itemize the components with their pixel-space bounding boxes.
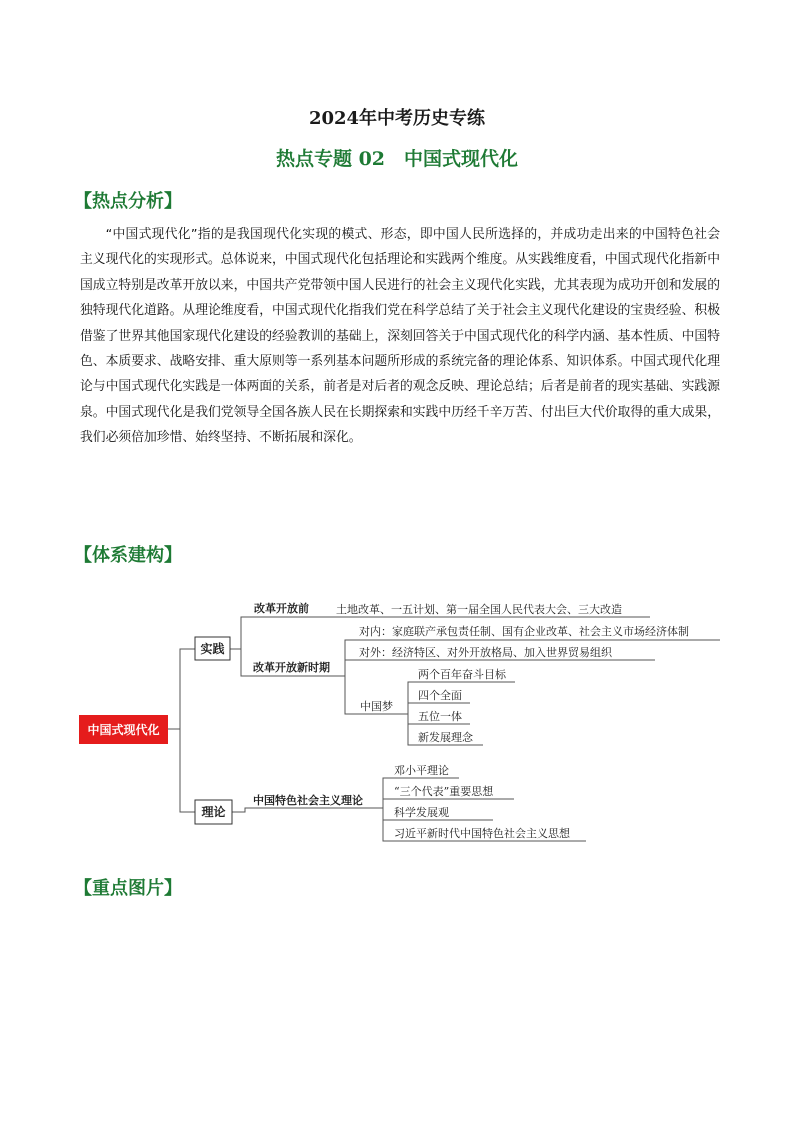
theory-item: 邓小平理论	[394, 764, 449, 777]
practice-label: 实践	[200, 642, 225, 656]
dream-item: 两个百年奋斗目标	[418, 668, 506, 681]
section-heading-analysis: 【热点分析】	[74, 191, 182, 212]
theory-label: 理论	[201, 805, 226, 819]
analysis-paragraph: “中国式现代化”指的是我国现代化实现的模式、形态，即中国人民所选择的，并成功走出来的中国特色社会主义现代化的实现形式。总体说来，中国式现代化包括理论和实践两个维度。从实践维度看，中国式现代化指新中国成立特别是改革开放以来，中国共产党带领中国人民进行的社会主义现代化实践，尤其表现为成功开创和发展的独特现代化道路。从理论维度看，中国式现代化指我们党在科学总结了关于社会主义现代化建设的宝贵经验、积极借鉴了世界其他国家现代化建设的经验教训的基础上，深刻回答关于中国式现代化的科学内涵、基本性质、中国特色、本质要求、战略安排、重大原则等一系列基本问题所形成的系统完备的理论体系、知识体系。中国式现代化理论与中国式现代化实践是一体两面的关系，前者是对后者的观念反映、理论总结；后者是前者的现实基础、实践源泉。中国式现代化是我们党领导全国各族人民在长期探索和实践中历经千辛万苦、付出巨大代价取得的重大成果，我们必须倍加珍惜、始终坚持、不断拓展和深化。	[80, 227, 720, 446]
dream-item: 四个全面	[418, 689, 462, 702]
document-title: 2024年中考历史专练	[308, 108, 486, 129]
theory-item: 习近平新时代中国特色社会主义思想	[394, 827, 570, 840]
theory-item: 科学发展观	[394, 806, 449, 819]
section-heading-images: 【重点图片】	[74, 878, 182, 899]
pre-reform-items: 土地改革、一五计划、第一届全国人民代表大会、三大改造	[336, 603, 622, 616]
dream-item: 五位一体	[418, 710, 462, 723]
china-dream-label: 中国梦	[360, 700, 393, 713]
theory-branch-label: 中国特色社会主义理论	[253, 794, 363, 807]
dream-item: 新发展理念	[418, 731, 473, 744]
section-heading-system: 【体系建构】	[74, 545, 182, 566]
root-label: 中国式现代化	[87, 723, 160, 737]
new-era-label: 改革开放新时期	[253, 661, 330, 674]
pre-reform-label: 改革开放前	[254, 602, 309, 615]
document-subtitle: 热点专题 02 中国式现代化	[275, 148, 519, 170]
domestic-policy: 对内：家庭联产承包责任制、国有企业改革、社会主义市场经济体制	[359, 625, 689, 638]
theory-item: “三个代表”重要思想	[394, 785, 494, 798]
foreign-policy: 对外：经济特区、对外开放格局、加入世界贸易组织	[359, 646, 612, 659]
